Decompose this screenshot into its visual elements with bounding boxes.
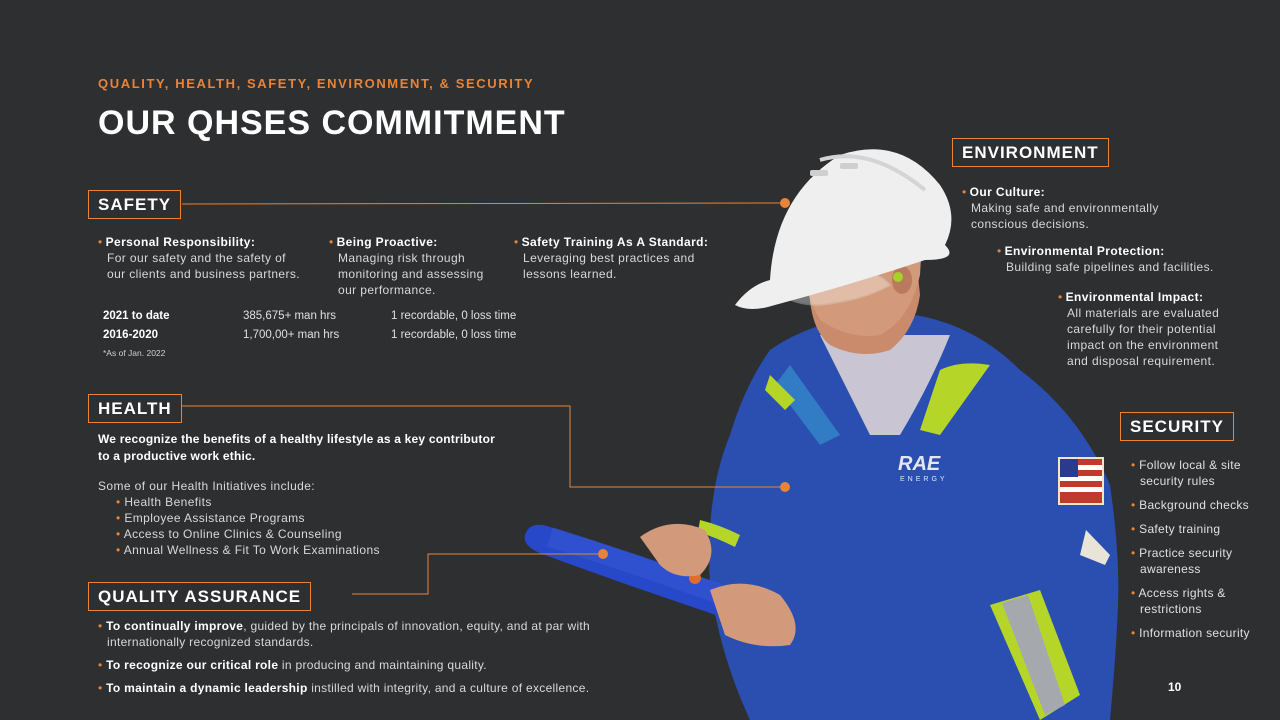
list-item: • Safety training: [1131, 522, 1221, 536]
list-item: • Practice security awareness: [1131, 546, 1233, 576]
page-number: 10: [1168, 680, 1182, 694]
stats-row: 2016-2020 1,700,00+ man hrs 1 recordable, 0 loss time: [103, 329, 517, 341]
safety-heading: SAFETY: [88, 190, 181, 219]
list-item: • To continually improve, guided by the principals of innovation, equity, and at par with internationally recognized standards.: [98, 619, 591, 649]
list-item: • Health Benefits: [116, 495, 212, 509]
list-item: • Annual Wellness & Fit To Work Examinations: [116, 543, 380, 557]
health-lead: We recognize the benefits of a healthy lifestyle as a key contributor to a productive work ethic.: [98, 432, 496, 463]
stats-note: *As of Jan. 2022: [103, 348, 166, 358]
list-item: • Follow local & site security rules: [1131, 458, 1241, 488]
svg-text:ENERGY: ENERGY: [900, 476, 948, 483]
svg-text:RAE: RAE: [898, 453, 941, 475]
environment-item-culture: • Our Culture: Making safe and environmentally conscious decisions.: [962, 185, 1159, 231]
list-item: • Information security: [1131, 626, 1250, 640]
health-heading: HEALTH: [88, 394, 182, 423]
eyebrow-title: QUALITY, HEALTH, SAFETY, ENVIRONMENT, & SECURITY: [98, 76, 535, 91]
security-list: [1131, 457, 1271, 649]
environment-item-impact: • Environmental Impact: All materials are evaluated carefully for their potential impact on the environment and disposal requirement.: [1058, 290, 1220, 368]
quality-connector: [352, 548, 612, 598]
safety-connector: [182, 198, 792, 208]
list-item: • Employee Assistance Programs: [116, 511, 305, 525]
list-item: • Background checks: [1131, 498, 1249, 512]
safety-item-proactive: • Being Proactive: Managing risk through monitoring and assessing our performance.: [329, 235, 484, 297]
environment-heading: ENVIRONMENT: [952, 138, 1109, 167]
list-item: • Access to Online Clinics & Counseling: [116, 527, 342, 541]
safety-item-responsibility: • Personal Responsibility: For our safety and the safety of our clients and business partners.: [98, 235, 301, 281]
quality-heading: QUALITY ASSURANCE: [88, 582, 311, 611]
quality-list: [98, 618, 658, 703]
safety-item-training: • Safety Training As A Standard: Leveraging best practices and lessons learned.: [514, 235, 709, 281]
safety-stats-table: [103, 310, 533, 358]
page-title: OUR QHSES COMMITMENT: [98, 104, 566, 142]
list-item: • To recognize our critical role in producing and maintaining quality.: [98, 658, 487, 672]
list-item: • Access rights & restrictions: [1131, 586, 1226, 616]
environment-item-protection: • Environmental Protection: Building safe pipelines and facilities.: [997, 244, 1214, 274]
health-initiatives: Some of our Health Initiatives include: • Health Benefits • Employee Assistance Programs • Access to Online Clinics & Counseling • Annual Wellness & Fit To Work Examinations: [98, 478, 498, 558]
stats-row: 2021 to date 385,675+ man hrs 1 recordable, 0 loss time: [103, 310, 517, 322]
security-heading: SECURITY: [1120, 412, 1234, 441]
list-item: • To maintain a dynamic leadership instilled with integrity, and a culture of excellence.: [98, 681, 590, 695]
